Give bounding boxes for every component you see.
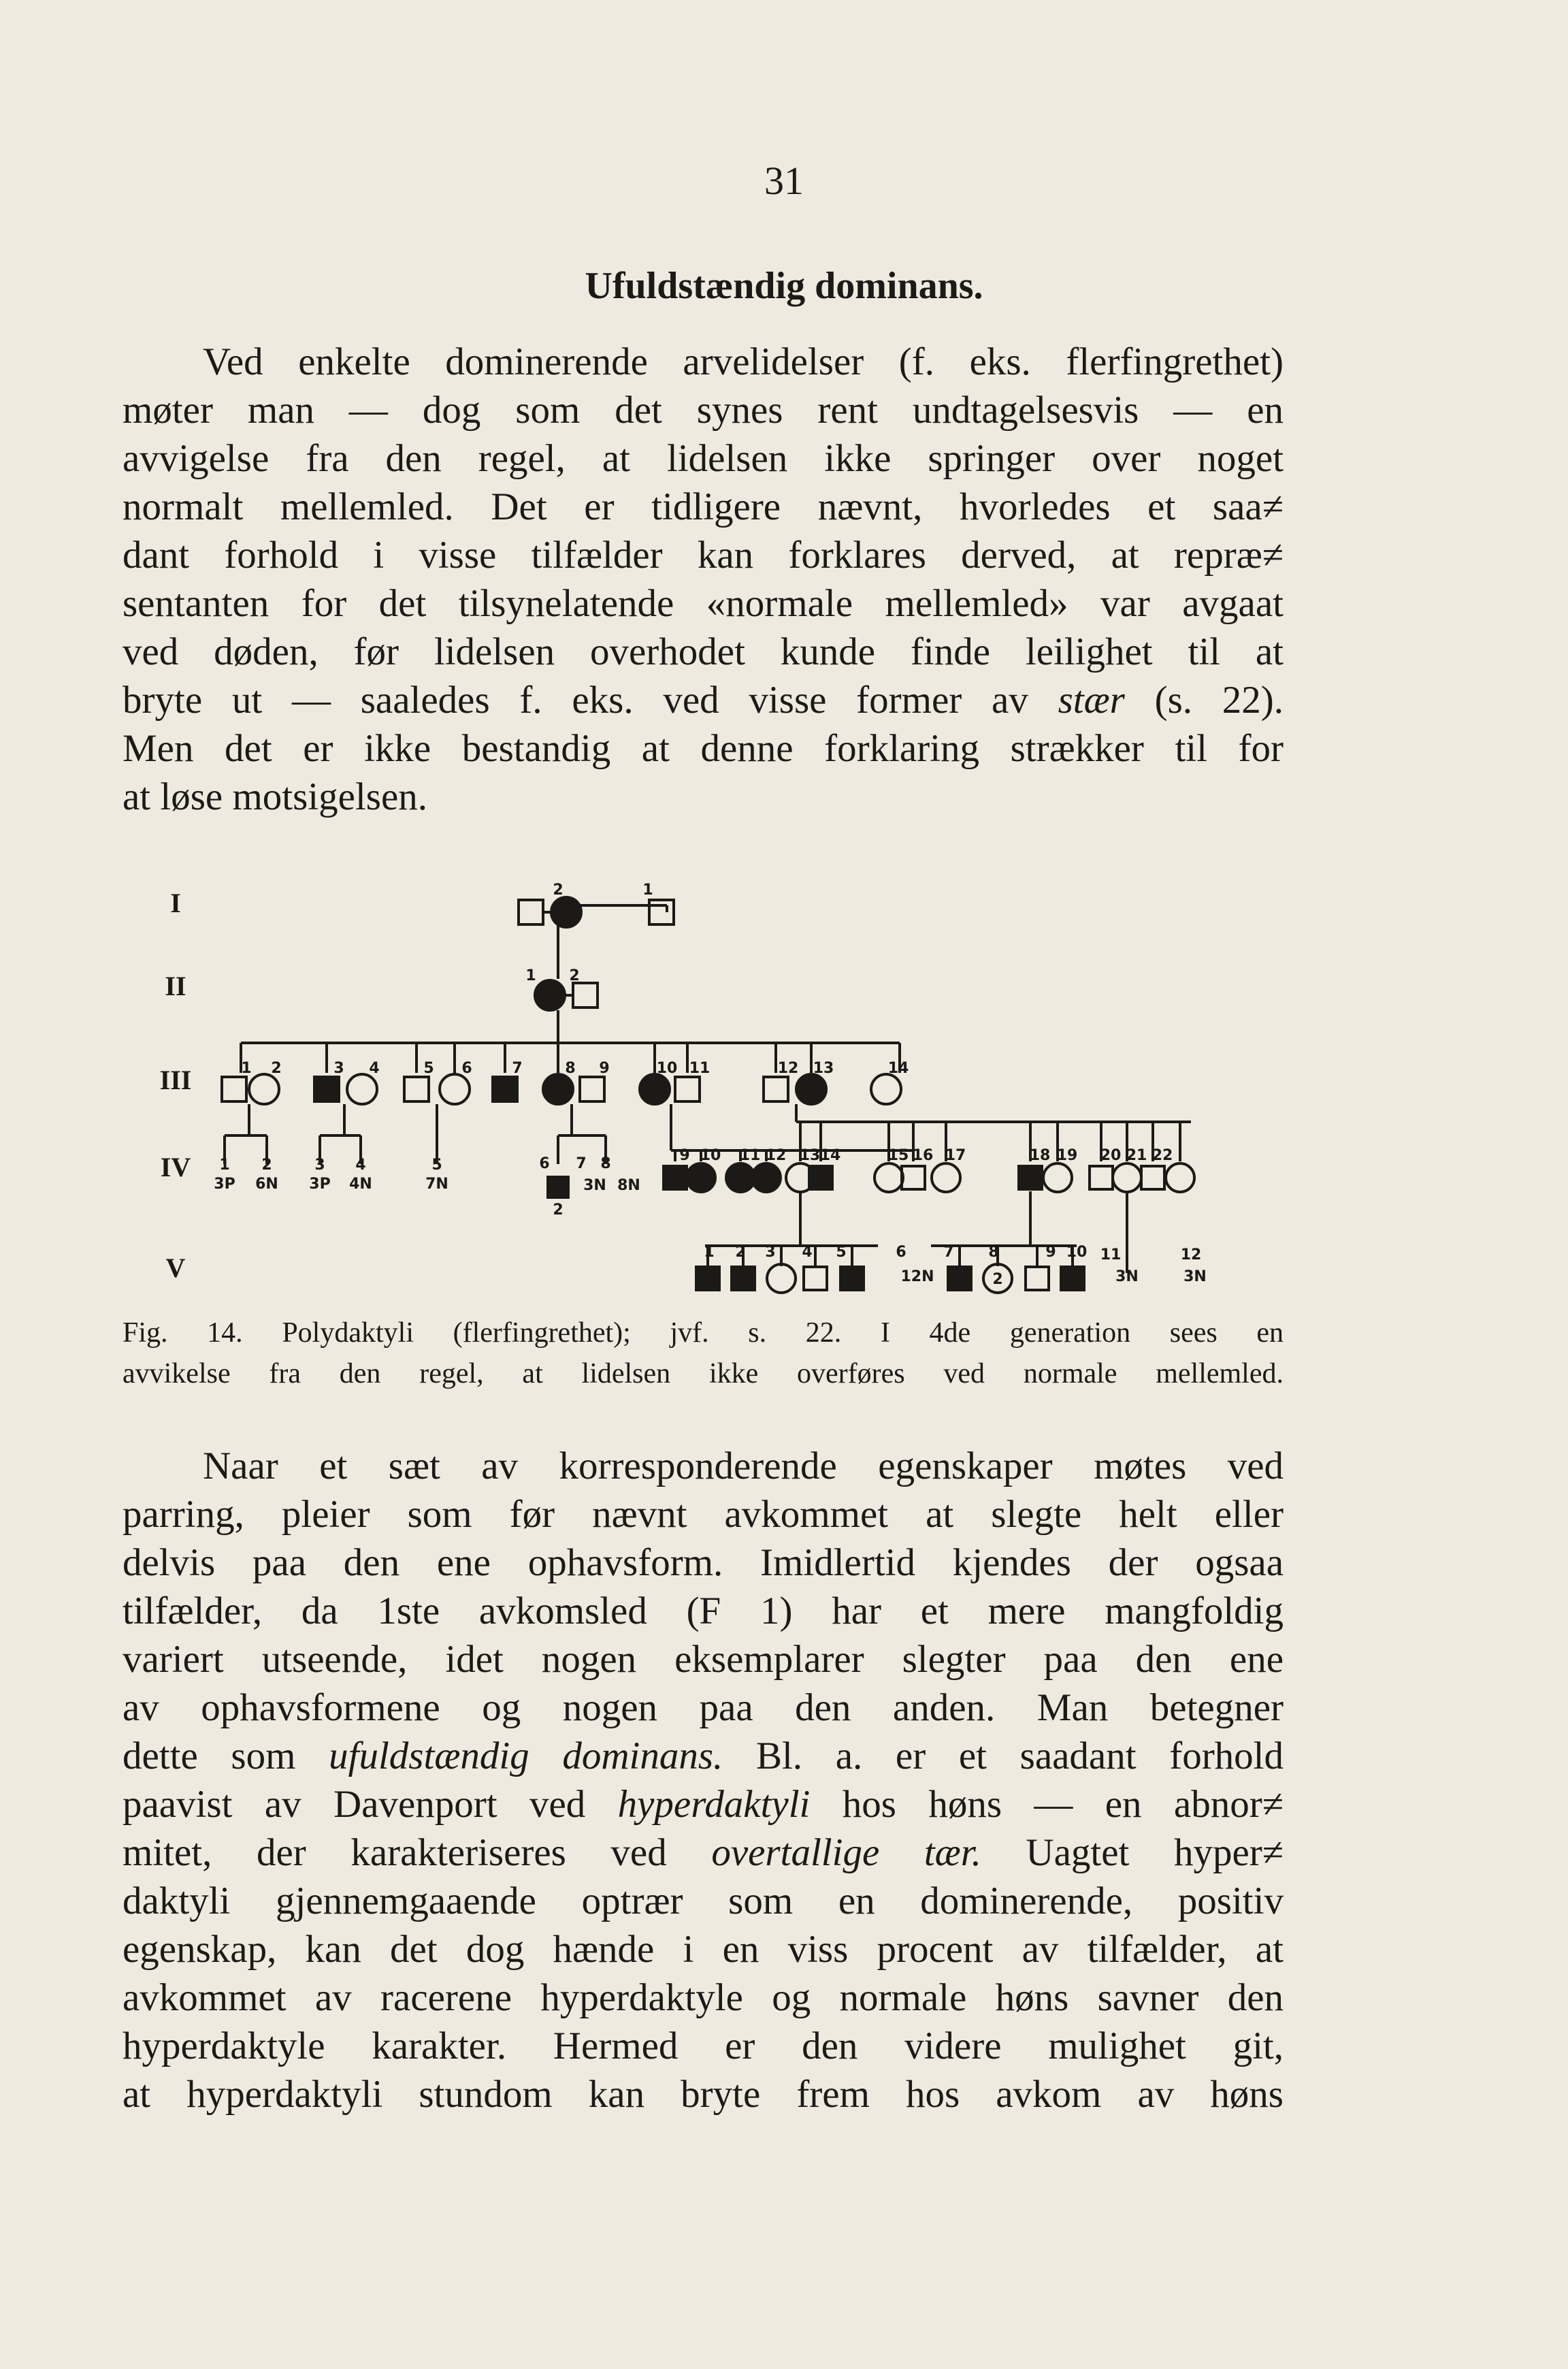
male-symbol bbox=[804, 1267, 827, 1290]
individual-number: 12N bbox=[900, 1268, 934, 1285]
male-symbol bbox=[222, 1077, 246, 1101]
individual-number: 8N bbox=[617, 1177, 640, 1194]
female-symbol bbox=[767, 1264, 796, 1293]
male-symbol bbox=[1141, 1166, 1164, 1189]
pedigree-figure bbox=[122, 865, 1279, 1300]
female-symbol bbox=[1113, 1163, 1141, 1192]
text-line: Naar et sæt av korresponderende egenskaper møtes ved bbox=[203, 1445, 1284, 1487]
individual-number: 14 bbox=[819, 1147, 841, 1164]
italic-term: hyperdaktyli bbox=[617, 1783, 811, 1826]
individual-number: 7 bbox=[512, 1060, 523, 1077]
affected-male-symbol bbox=[548, 1177, 568, 1197]
affected-male-symbol bbox=[1019, 1166, 1042, 1189]
individual-number: 19 bbox=[1056, 1147, 1078, 1164]
affected-male-symbol bbox=[664, 1166, 687, 1189]
individual-number: 2 bbox=[735, 1244, 746, 1261]
text-line: ved døden, før lidelsen overhodet kunde finde leilighet til at bbox=[122, 630, 1284, 673]
individual-number: 3N bbox=[1183, 1268, 1207, 1285]
individual-number: 3P bbox=[214, 1176, 235, 1193]
affected-male-symbol bbox=[314, 1077, 339, 1101]
male-symbol bbox=[580, 1077, 604, 1101]
affected-male-symbol bbox=[1061, 1267, 1084, 1290]
text-line: at hyperdaktyli stundom kan bryte frem hos avkom av høns bbox=[122, 2073, 1284, 2116]
female-symbol bbox=[249, 1074, 279, 1104]
individual-number: 3N bbox=[583, 1177, 606, 1194]
page-number: 31 bbox=[764, 159, 804, 203]
individual-number: 15 bbox=[887, 1147, 909, 1164]
text-line: av ophavsformene og nogen paa den anden. Man betegner bbox=[122, 1686, 1284, 1729]
individual-number: 6 bbox=[539, 1155, 550, 1172]
individual-number: 1 bbox=[219, 1157, 230, 1174]
text-line: Ved enkelte dominerende arvelidelser (f. eks. flerfingrethet) bbox=[203, 340, 1284, 383]
individual-number: 6 bbox=[461, 1060, 472, 1077]
individual-number: 3P bbox=[309, 1176, 331, 1193]
affected-male-symbol bbox=[809, 1166, 832, 1189]
individual-number: 3 bbox=[765, 1244, 776, 1261]
italic-term: overtallige tær. bbox=[711, 1831, 981, 1874]
figure-caption bbox=[122, 1312, 1284, 1394]
individual-number: 5 bbox=[423, 1060, 434, 1077]
male-symbol bbox=[404, 1077, 429, 1101]
text-line: Men det er ikke bestandig at denne forklaring strækker til for bbox=[122, 727, 1284, 770]
text-line: at løse motsigelsen. bbox=[122, 775, 428, 818]
text-line: normalt mellemled. Det er tidligere nævnt, hvorledes et saa≠ bbox=[122, 485, 1284, 528]
male-symbol bbox=[764, 1077, 788, 1101]
text-line: tilfælder, da 1ste avkomsled (F 1) har et mere mangfoldig bbox=[122, 1590, 1284, 1632]
individual-number: 9 bbox=[599, 1060, 610, 1077]
text-line: hyperdaktyle karakter. Hermed er den videre mulighet git, bbox=[122, 2025, 1284, 2067]
individual-number: 6 bbox=[896, 1244, 906, 1261]
individual-number: 1 bbox=[241, 1060, 252, 1077]
individual-number: 11 bbox=[739, 1147, 761, 1164]
affected-female-symbol bbox=[535, 980, 565, 1010]
female-symbol bbox=[440, 1074, 470, 1104]
generation-label: III bbox=[159, 1065, 192, 1095]
individual-number: 8 bbox=[600, 1155, 611, 1172]
individual-number: 5 bbox=[836, 1244, 847, 1261]
text-line: egenskap, kan det dog hænde i en viss procent av tilfælder, at bbox=[122, 1928, 1284, 1971]
individual-number: 7 bbox=[576, 1155, 587, 1172]
text-line: parring, pleier som før nævnt avkommet at slegte helt eller bbox=[122, 1493, 1284, 1536]
affected-female-symbol bbox=[543, 1074, 573, 1104]
male-symbol bbox=[519, 900, 543, 924]
individual-number: 17 bbox=[945, 1147, 966, 1164]
individual-number: 4 bbox=[355, 1157, 366, 1174]
affected-female-symbol bbox=[726, 1163, 755, 1192]
individual-number: 12 bbox=[765, 1147, 787, 1164]
individual-number: 13 bbox=[813, 1060, 834, 1077]
individual-number: 3N bbox=[1115, 1268, 1139, 1285]
pedigree-chart bbox=[122, 865, 1279, 1300]
individual-number: 6N bbox=[255, 1176, 278, 1193]
individual-number: 1 bbox=[642, 882, 653, 899]
individual-number: 12 bbox=[1180, 1246, 1202, 1263]
individual-number: 3 bbox=[333, 1060, 344, 1077]
individual-number: 10 bbox=[1066, 1244, 1088, 1261]
individual-number: 2 bbox=[271, 1060, 282, 1077]
male-symbol bbox=[573, 983, 598, 1008]
text-line: sentanten for det tilsynelatende «normale mellemled» var avgaat bbox=[122, 582, 1284, 625]
affected-male-symbol bbox=[948, 1267, 971, 1290]
generation-label: IV bbox=[160, 1152, 191, 1182]
generation-label: V bbox=[165, 1253, 186, 1283]
caption-line: Fig. 14. Polydaktyli (flerfingrethet); jvf. s. 22. I 4de generation sees en bbox=[122, 1317, 1284, 1349]
individual-number: 18 bbox=[1029, 1147, 1051, 1164]
individual-number: 7N bbox=[425, 1176, 448, 1193]
male-symbol bbox=[649, 900, 674, 924]
paragraph-1 bbox=[122, 338, 1284, 821]
female-symbol bbox=[1166, 1163, 1194, 1192]
affected-male-symbol bbox=[493, 1077, 517, 1101]
individual-number: 2 bbox=[553, 1202, 564, 1219]
individual-number: 2 bbox=[569, 967, 580, 984]
individual-number: 2 bbox=[553, 882, 564, 899]
affected-female-symbol bbox=[551, 897, 581, 927]
generation-label: I bbox=[170, 888, 181, 918]
individual-number: 16 bbox=[912, 1147, 934, 1164]
affected-male-symbol bbox=[840, 1267, 864, 1290]
caption-line: avvikelse fra den regel, at lidelsen ikke overføres ved normale mellemled. bbox=[122, 1358, 1284, 1389]
affected-female-symbol bbox=[640, 1074, 670, 1104]
affected-male-symbol bbox=[732, 1267, 755, 1290]
text-line: variert utseende, idet nogen eksemplarer slegter paa den ene bbox=[122, 1638, 1284, 1681]
male-symbol bbox=[675, 1077, 700, 1101]
female-symbol bbox=[1043, 1163, 1072, 1192]
affected-female-symbol bbox=[796, 1074, 826, 1104]
male-symbol bbox=[1090, 1166, 1113, 1189]
individual-number: 12 bbox=[777, 1060, 799, 1077]
individual-number: 9 bbox=[679, 1147, 690, 1164]
italic-term: stær bbox=[1058, 679, 1125, 722]
male-symbol bbox=[902, 1166, 925, 1189]
individual-number: 10 bbox=[700, 1147, 721, 1164]
italic-term: ufuldstændig dominans. bbox=[329, 1735, 723, 1777]
individual-number: 1 bbox=[525, 967, 536, 984]
female-symbol bbox=[871, 1074, 901, 1104]
text-line: delvis paa den ene ophavsform. Imidlertid kjendes der ogsaa bbox=[122, 1541, 1284, 1584]
individual-number: 13 bbox=[799, 1147, 821, 1164]
female-symbol bbox=[932, 1163, 960, 1192]
text-line: paavist av Davenport ved hyperdaktyli hos høns — en abnor≠ bbox=[122, 1783, 1284, 1826]
individual-number: 2 bbox=[261, 1157, 272, 1174]
individual-number: 7 bbox=[943, 1244, 954, 1261]
individual-number: 3 bbox=[314, 1157, 325, 1174]
individual-number: 11 bbox=[689, 1060, 710, 1077]
individual-number: 4N bbox=[349, 1176, 372, 1193]
affected-male-symbol bbox=[696, 1267, 719, 1290]
affected-female-symbol bbox=[687, 1163, 715, 1192]
individual-number: 9 bbox=[1045, 1244, 1056, 1261]
individual-number: 20 bbox=[1100, 1147, 1122, 1164]
individual-number: 11 bbox=[1100, 1246, 1122, 1263]
individual-number: 2 bbox=[992, 1271, 1003, 1288]
affected-female-symbol bbox=[752, 1163, 781, 1192]
section-heading: Ufuldstændig dominans. bbox=[585, 265, 983, 307]
text-line: avvigelse fra den regel, at lidelsen ikke springer over noget bbox=[122, 437, 1284, 480]
individual-number: 5 bbox=[431, 1157, 442, 1174]
text-line: bryte ut — saaledes f. eks. ved visse former av stær (s. 22). bbox=[122, 679, 1284, 722]
individual-number: 8 bbox=[565, 1060, 576, 1077]
individual-number: 1 bbox=[704, 1244, 715, 1261]
text-line: mitet, der karakteriseres ved overtallige tær. Uagtet hyper≠ bbox=[122, 1831, 1284, 1874]
individual-number: 21 bbox=[1126, 1147, 1147, 1164]
paragraph-2 bbox=[122, 1442, 1284, 2118]
male-symbol bbox=[1026, 1267, 1049, 1290]
text-line: møter man — dog som det synes rent undtagelsesvis — en bbox=[122, 389, 1284, 432]
individual-number: 14 bbox=[887, 1060, 909, 1077]
individual-number: 4 bbox=[802, 1244, 813, 1261]
individual-number: 22 bbox=[1152, 1147, 1173, 1164]
individual-number: 4 bbox=[369, 1060, 380, 1077]
text-line: dant forhold i visse tilfælder kan forklares derved, at repræ≠ bbox=[122, 534, 1284, 577]
text-line: avkommet av racerene hyperdaktyle og normale høns savner den bbox=[122, 1976, 1284, 2019]
individual-number: 10 bbox=[656, 1060, 678, 1077]
generation-label: II bbox=[165, 971, 186, 1001]
individual-number: 8 bbox=[988, 1244, 999, 1261]
text-line: daktyli gjennemgaaende optrær som en dominerende, positiv bbox=[122, 1880, 1284, 1922]
text-line: dette som ufuldstændig dominans. Bl. a. er et saadant forhold bbox=[122, 1735, 1284, 1777]
female-symbol bbox=[347, 1074, 377, 1104]
female-symbol bbox=[875, 1163, 903, 1192]
